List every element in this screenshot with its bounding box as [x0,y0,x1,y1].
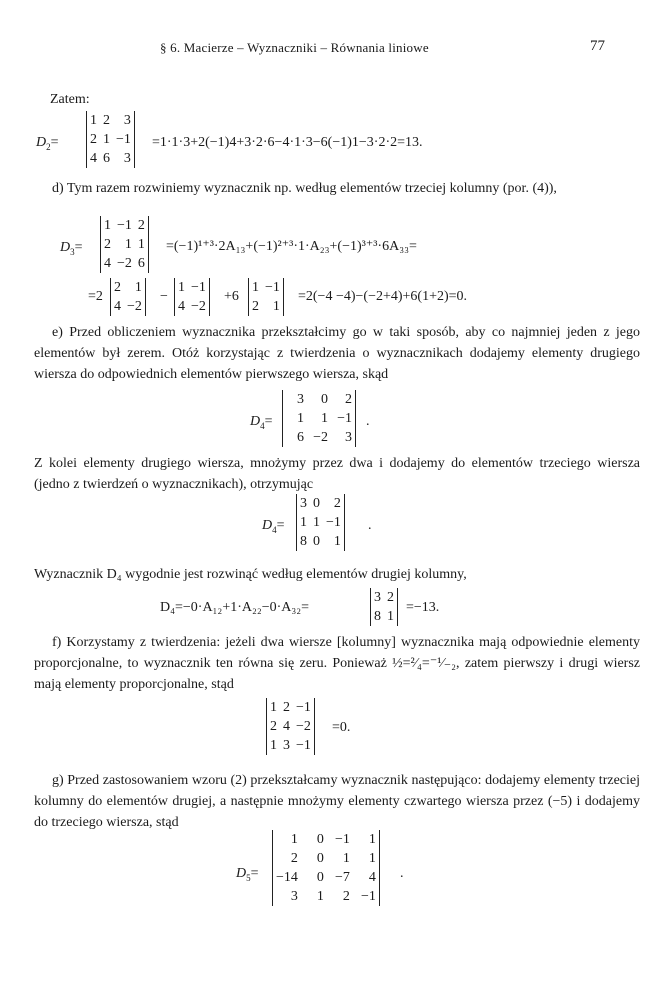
d3b-minor-1 [110,278,146,316]
d2-expansion: =1·1·3+2(−1)4+3·2·6−4·1·3−6(−1)1−3·2·2=13. [152,135,423,150]
zatem-text: Zatem: [50,92,90,107]
d3b-minor-2 [174,278,210,316]
d3-row [101,235,148,254]
minor3-cell: −1 [265,280,280,295]
d5-cell: 0 [316,851,324,866]
d2-cell: 3 [123,113,131,128]
d2-cell: 4 [90,151,97,166]
d5-label: $D_5=$ [236,866,259,883]
paragraph-e2: Z kolei elementy drugiego wiersza, mnożymy przez dwa i dodajemy do elementów trzeciego wiersza (jedno z twierdzeń o wyznacznikach), otrzymując [34,456,640,492]
page-number: 77 [590,38,605,54]
df-cell: −1 [296,700,311,715]
d3b-result: =2(−4 −4)−(−2+4)+6(1+2)=0. [298,289,468,304]
d4a-cell: 0 [321,392,328,407]
d4c-cell: 8 [374,609,381,624]
d4b-cell: 2 [333,496,341,511]
d5-determinant [272,830,380,906]
d3-matrix [101,216,148,273]
df-cell: 1 [270,738,277,753]
d3b-minus: − [160,289,168,304]
d5-cell: 2 [342,889,350,904]
d2-row [87,149,134,168]
d2-matrix [87,111,134,168]
d4a-row [283,390,355,409]
d3-cell: 4 [104,256,111,271]
df-cell: 2 [283,700,290,715]
d3-cell: 2 [104,237,111,252]
d3-cell: 1 [137,237,145,252]
d3-cell: 2 [137,218,145,233]
d3-expansion: =(−1)¹⁺³·2A₁₃+(−1)²⁺³·1·A₂₃+(−1)³⁺³·6A₃₃= [166,239,417,254]
d5-cell: 0 [316,870,324,885]
d4b-tail: . [368,518,372,533]
df-cell: 2 [270,719,277,734]
minor3-cell: 2 [252,299,259,314]
paragraph-f: f) Korzystamy z twierdzenia: jeżeli dwa wiersze [kolumny] wyznacznika mają odpowiednie elementy proporcjonalne, to wyznacznik ten równa się zeru. Ponieważ ½=²⁄₄=⁻¹⁄₋₂, zatem pierwszy i drugi wiersz mają elementy proporcjonalne, stąd [34,635,640,692]
d4a-label: $D_4=$ [250,414,273,431]
df-cell: −2 [296,719,311,734]
d2-cell: 1 [90,113,97,128]
df-cell: 3 [283,738,290,753]
d5-cell: −7 [335,870,350,885]
d5-row [273,868,379,887]
df-cell: 1 [270,700,277,715]
d4c-result: =−13. [406,600,440,615]
d4b-cell: 8 [300,534,307,549]
d2-label: $D_2=$ [36,135,59,152]
d4c-cell: 2 [387,590,394,605]
minor2-row [175,278,209,297]
df-cell: 4 [283,719,290,734]
d4a-cell: 3 [345,430,352,445]
d5-row [273,887,379,906]
d3-cell: −1 [117,218,132,233]
d3-cell: 1 [104,218,111,233]
d5-cell: −1 [361,889,376,904]
paragraph-d: d) Tym razem rozwiniemy wyznacznik np. według elementów trzeciej kolumny (por. (4)), [52,181,557,196]
d5-row [273,830,379,849]
paragraph-g: g) Przed zastosowaniem wzoru (2) przekształcamy wyznacznik następująco: dodajemy elementy trzeciej kolumny do elementów drugiej, a następnie mnożymy elementy czwartego wiersza przez (−5) i dodajemy do trzeciego wiersza, stąd [34,773,640,830]
paragraph-e3: Wyznacznik D₄ wygodnie jest rozwinąć według elementów drugiej kolumny, [34,567,467,582]
d4b-row [297,532,344,551]
paragraph-e: e) Przed obliczeniem wyznacznika przekształcimy go w taki sposób, aby co najmniej jeden z jego elementów był zerem. Otóż korzystając z twierdzenia o wyznacznikach dodajemy elementy drugiego wiersza do odpowiednich elementów pierwszego wiersza, skąd [34,325,640,382]
minor2-cell: 4 [178,299,185,314]
minor1-row [111,297,145,316]
d4b-cell: 0 [313,496,320,511]
d2-cell: 2 [103,113,110,128]
minor1-row [111,278,145,297]
d4b-cell: 3 [300,496,307,511]
d4c-cell: 1 [387,609,394,624]
df-determinant [266,698,315,755]
d3-cell: 1 [124,237,132,252]
d4b-cell: −1 [326,515,341,530]
d5-cell: 1 [290,832,298,847]
d4b-cell: 1 [333,534,341,549]
minor2-cell: −1 [191,280,206,295]
d2-cell: 2 [90,132,97,147]
d4a-row [283,409,355,428]
d3-label: $D_3=$ [60,240,83,257]
d5-cell: 1 [342,851,350,866]
d5-cell: 2 [290,851,298,866]
minor1-cell: 2 [114,280,121,295]
d3b-minor-3 [248,278,284,316]
d4b-cell: 0 [313,534,320,549]
d4a-cell: −2 [313,430,328,445]
d3-cell: −2 [117,256,132,271]
d5-cell: 4 [368,870,376,885]
df-row [267,698,314,717]
d2-cell: 6 [103,151,110,166]
d4a-cell: 6 [297,430,304,445]
df-row [267,717,314,736]
minor2-cell: 1 [178,280,185,295]
d5-cell: −1 [335,832,350,847]
d3-row [101,254,148,273]
df-tail: =0. [332,720,351,735]
d2-row [87,130,134,149]
d4b-cell: 1 [313,515,320,530]
d4b-row [297,494,344,513]
df-cell: −1 [296,738,311,753]
d4a-cell: 2 [345,392,352,407]
d5-cell: 1 [368,832,376,847]
d3b-plus6: +6 [224,289,239,304]
minor3-row [249,297,283,316]
minor2-cell: −2 [191,299,206,314]
df-row [267,736,314,755]
d4a-cell: 1 [321,411,328,426]
d5-row [273,849,379,868]
d5-tail: . [400,866,404,881]
d4c-cell: 3 [374,590,381,605]
d4a-cell: 3 [297,392,304,407]
minor1-cell: −2 [127,299,142,314]
minor2-row [175,297,209,316]
d4c-row [371,588,397,607]
d2-cell: 3 [123,151,131,166]
d4a-tail: . [366,414,370,429]
d2-cell: 1 [103,132,110,147]
d4b-determinant [296,494,345,551]
d3-determinant [100,216,149,273]
d5-cell: −14 [276,870,298,885]
running-header: § 6. Macierze – Wyznaczniki – Równania liniowe [160,40,429,55]
minor3-row [249,278,283,297]
d4a-cell: −1 [337,411,352,426]
minor3-cell: 1 [252,280,259,295]
d4c-row [371,607,397,626]
d5-cell: 3 [290,889,298,904]
d4b-label: $D_4=$ [262,518,285,535]
d4a-row [283,428,355,447]
d3b-coef: =2 [88,289,103,304]
minor3-cell: 1 [272,299,280,314]
d5-cell: 0 [316,832,324,847]
d4b-cell: 1 [300,515,307,530]
d5-cell: 1 [368,851,376,866]
d2-determinant [86,111,135,168]
d4a-cell: 1 [297,411,304,426]
d5-cell: 1 [316,889,324,904]
d4b-row [297,513,344,532]
d2-cell: −1 [116,132,131,147]
minor1-cell: 4 [114,299,121,314]
d3-cell: 6 [137,256,145,271]
d3-row [101,216,148,235]
minor1-cell: 1 [134,280,142,295]
d4a-determinant [282,390,356,447]
d2-row [87,111,134,130]
d4c-lhs: D₄=−0·A₁₂+1·A₂₂−0·A₃₂= [160,600,310,615]
d4c-minor [370,588,398,626]
